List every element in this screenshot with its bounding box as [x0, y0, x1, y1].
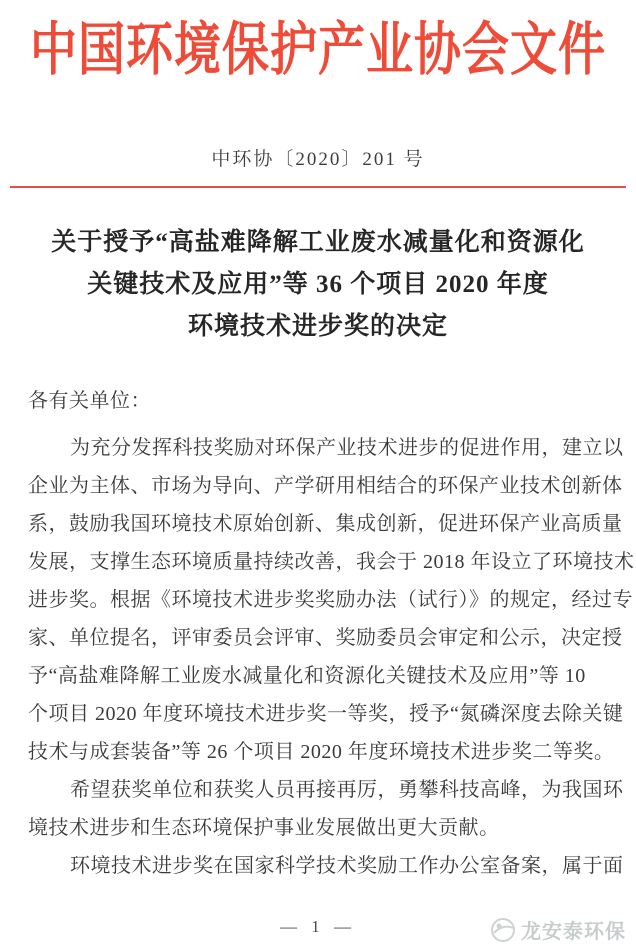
body-line: 希望获奖单位和获奖人员再接再厉，勇攀科技高峰，为我国环	[70, 779, 624, 801]
body-line: 环境技术进步奖在国家科学技术奖励工作办公室备案，属于面	[70, 855, 624, 877]
body-line: 境技术进步和生态环境保护事业发展做出更大贡献。	[28, 817, 500, 839]
circle-swoosh-icon	[490, 917, 516, 943]
body-line: 家、单位提名，评审委员会评审、奖励委员会审定和公示，决定授	[28, 627, 623, 649]
page-number: — 1 —	[280, 917, 356, 936]
document-header-title: 中国环境保护产业协会文件	[30, 18, 606, 83]
body-line: 为充分发挥科技奖励对环保产业技术进步的促进作用，建立以	[70, 437, 624, 459]
body-line: 予“高盐难降解工业废水减量化和资源化关键技术及应用”等 10	[28, 665, 586, 687]
body-line: 发展，支撑生态环境质量持续改善，我会于 2018 年设立了环境技术	[28, 551, 635, 573]
body-line: 系，鼓励我国环境技术原始创新、集成创新，促进环保产业高质量	[28, 513, 623, 535]
body-line: 企业为主体、市场为导向、产学研用相结合的环保产业技术创新体	[28, 475, 623, 497]
document-title	[0, 222, 636, 348]
red-header-rule	[10, 186, 626, 188]
body-line: 个项目 2020 年度环境技术进步奖一等奖，授予“氮磷深度去除关键	[28, 703, 624, 725]
watermark	[490, 915, 626, 944]
document-title-line: 关键技术及应用”等 36 个项目 2020 年度	[87, 271, 549, 298]
watermark-text: 龙安泰环保	[521, 921, 626, 943]
body-line: 进步奖。根据《环境技术进步奖奖励办法（试行）》的规定，经过专	[28, 589, 633, 611]
document-title-line: 环境技术进步奖的决定	[187, 313, 448, 340]
body-line: 技术与成套装备”等 26 个项目 2020 年度环境技术进步奖二等奖。	[28, 741, 615, 763]
document-body	[28, 382, 635, 885]
document-number: 中环协〔2020〕201 号	[211, 149, 425, 170]
salutation: 各有关单位：	[28, 390, 151, 412]
document-title-line: 关于授予“高盐难降解工业废水减量化和资源化	[51, 229, 585, 256]
